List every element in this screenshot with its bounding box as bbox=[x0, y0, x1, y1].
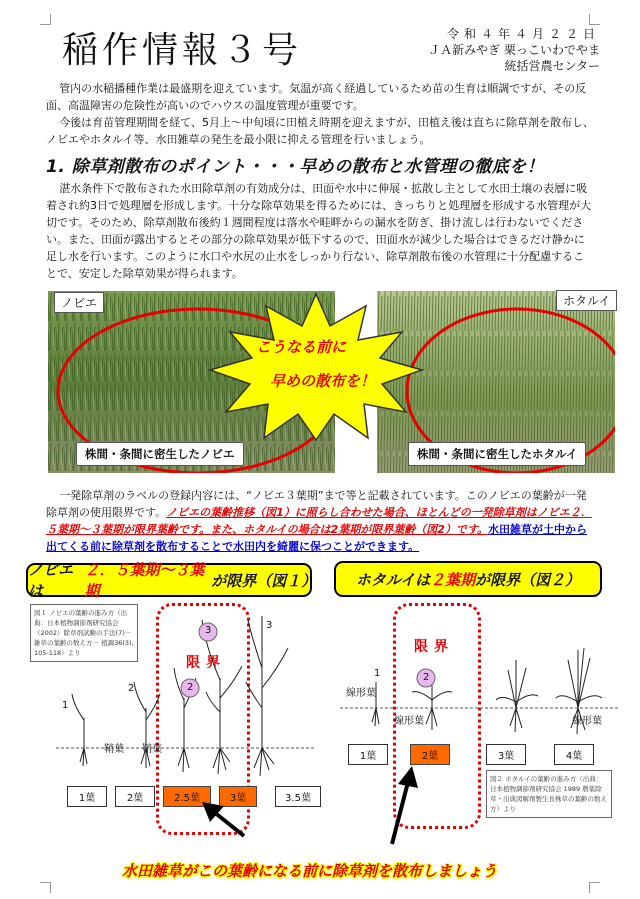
fig2-stage-1: 1葉 bbox=[348, 744, 388, 765]
intro-paragraph-2: 今後は育苗管理期間を経て、5月上～中旬頃に田植え時期を迎えますが、田植え後は直ちに除草剤を散布し、ノビエやホタルイ等、水田雑草の発生を最小限に抑える管理を行いましょう。 bbox=[46, 116, 594, 146]
fig1-plant-2leaf bbox=[134, 682, 160, 768]
fig2-plant-3leaf bbox=[496, 660, 538, 732]
fig1-stage-1: 1葉 bbox=[67, 786, 107, 807]
fig1-num-2: 2 bbox=[128, 683, 135, 694]
crop-mark bbox=[589, 882, 600, 893]
caption-nobie: 株間・条間に密生したノビエ bbox=[76, 442, 244, 466]
fig2-num-1: 1 bbox=[374, 668, 381, 679]
org-center: 統括営農センター bbox=[504, 59, 600, 73]
fig1-plant-35leaf bbox=[246, 616, 288, 776]
burst-line-2: 早めの散布を！ bbox=[270, 372, 376, 390]
fig2-circle-2-num: 2 bbox=[423, 672, 430, 683]
arrow-fig1 bbox=[196, 798, 256, 844]
org-name: ＪＡ新みやぎ 栗っこいわでやま bbox=[428, 43, 600, 57]
fig1-source-note: 図１ ノビエの葉齢の進み方（出典：日本植物調節剤研究協会（2002）除草剤試験の手法(7)－雑草の葉齢の数え方－ 植調36(3), 105-118）より bbox=[30, 604, 138, 662]
fig2-stage-2: 2葉 bbox=[410, 744, 450, 765]
tag-hotarui: ホタルイ bbox=[556, 290, 617, 311]
callout-nobie-post: が限界（図１） bbox=[211, 571, 317, 590]
fig1-genkai-label: 限界 bbox=[186, 655, 226, 671]
section-body: 湛水条件下で散布された水田除草剤の有効成分は、田面や水中に伸展・拡散し主として水田土壌の表層に吸着され約3日で処理層を形成します。十分な除草効果を得るためには、きっちりと処理層を形成する水管理が大切です。そのため、除草剤散布後約１週間程度は落水や畦畔からの漏水を防ぎ、掛け流しは行わないでください。また、田面が露出するとその部分の除草効果が低下するので、田面水が減少した場合はできるだけ静かに足し水を行います。このように水口や水尻の止水をしっかり行ない、除草剤散布後の水管理に十分配慮することで、安定した除草効果が得られます。 bbox=[46, 182, 592, 280]
section-heading: 1. 除草剤散布のポイント・・・早めの散布と水管理の徹底を！ bbox=[46, 157, 545, 177]
intro-paragraph-1: 管内の水稲播種作業は最盛期を迎えています。気温が高く経過しているため苗の生育は順調ですが、その反面、高温障害の危険性が高いのでハウスの温度管理が重要です。 bbox=[46, 82, 587, 112]
fig1-circle-2-num: 2 bbox=[187, 682, 194, 693]
crop-mark bbox=[40, 14, 51, 25]
fig1-sheath-1: 鞘葉 bbox=[104, 744, 124, 755]
label-paragraph bbox=[46, 487, 594, 555]
fig1-sheath-2: 鞘葉 bbox=[142, 744, 162, 755]
fig1-num-1: 1 bbox=[62, 700, 69, 711]
fig1-plant-3leaf bbox=[202, 620, 242, 774]
final-message: 水田雑草がこの葉齢になる前に除草剤を散布しましょう bbox=[122, 862, 498, 880]
fig1-stage-35: 3.5葉 bbox=[275, 786, 321, 807]
label-text-red: ノビエの葉齢推移（図1）に照らし合わせた場合、ほとんどの一発除草剤はノビエ２．５葉期～３葉期が限界葉齢です。また、ホタルイの場合は2葉期が限界葉齢（図2）です。 bbox=[46, 506, 592, 536]
fig1-stage-labels bbox=[67, 786, 321, 807]
fig1-nobie-growth-drawing bbox=[56, 608, 316, 788]
tag-nobie: ノビエ bbox=[54, 292, 104, 313]
fig1-stage-25: 2.5葉 bbox=[163, 786, 211, 807]
callout-nobie bbox=[26, 561, 317, 600]
crop-mark bbox=[40, 882, 51, 893]
callout-hotarui-red: ２葉期 bbox=[430, 570, 476, 589]
callout-hotarui bbox=[334, 561, 602, 597]
crop-mark bbox=[589, 14, 600, 25]
fig1-stage-3: 3葉 bbox=[219, 786, 257, 807]
label-text-blue: 水田雑草が土中から出てくる前に除草剤を散布することで水田内を綺麗に保つことができます。 bbox=[46, 523, 587, 553]
fig2-stage-4: 4葉 bbox=[554, 744, 594, 765]
callout-hotarui-post: が限界（図２） bbox=[475, 570, 581, 589]
label-text-plain: 一発除草剤のラベルの登録内容には、“ノビエ３葉期”まで等と記載されています。このノビエの葉齢が一発除草剤の使用限界です。 bbox=[46, 489, 587, 519]
callout-nobie-pre: ノビエは bbox=[28, 561, 74, 600]
fig2-linear-leaf-1: 線形葉 bbox=[346, 688, 376, 699]
fig2-genkai-label: 限界 bbox=[414, 639, 454, 655]
burst-line-1: こうなる前に bbox=[256, 338, 347, 356]
page-title: 稲作情報３号 bbox=[62, 30, 303, 71]
fig1-stage-2: 2葉 bbox=[115, 786, 155, 807]
fig2-linear-leaf-3: 線形葉 bbox=[572, 716, 602, 727]
fig1-num-3: 3 bbox=[266, 620, 273, 631]
fig2-stage-3: 3葉 bbox=[486, 744, 526, 765]
fig1-circle-3-num: 3 bbox=[205, 625, 212, 636]
callout-nobie-red: ２．５葉期～３葉期 bbox=[84, 561, 205, 600]
header-meta bbox=[428, 26, 600, 74]
caption-hotarui: 株間・条間に密生したホタルイ bbox=[408, 442, 586, 466]
fig2-source-note: 図２ ホタルイの葉齢の進み方（出典：日本植物調節剤研究協会 1989 農薬除草・出典図解剤製生長株草の葉齢の数え方）より bbox=[486, 770, 612, 818]
arrow-fig2 bbox=[382, 764, 422, 848]
fig1-plant-1leaf bbox=[72, 694, 87, 766]
starburst-callout bbox=[206, 292, 426, 442]
callout-hotarui-pre: ホタルイは bbox=[355, 570, 431, 589]
issue-date: 令和４年４月２２日 bbox=[446, 27, 600, 41]
fig2-linear-leaf-2: 線形葉 bbox=[394, 716, 424, 727]
